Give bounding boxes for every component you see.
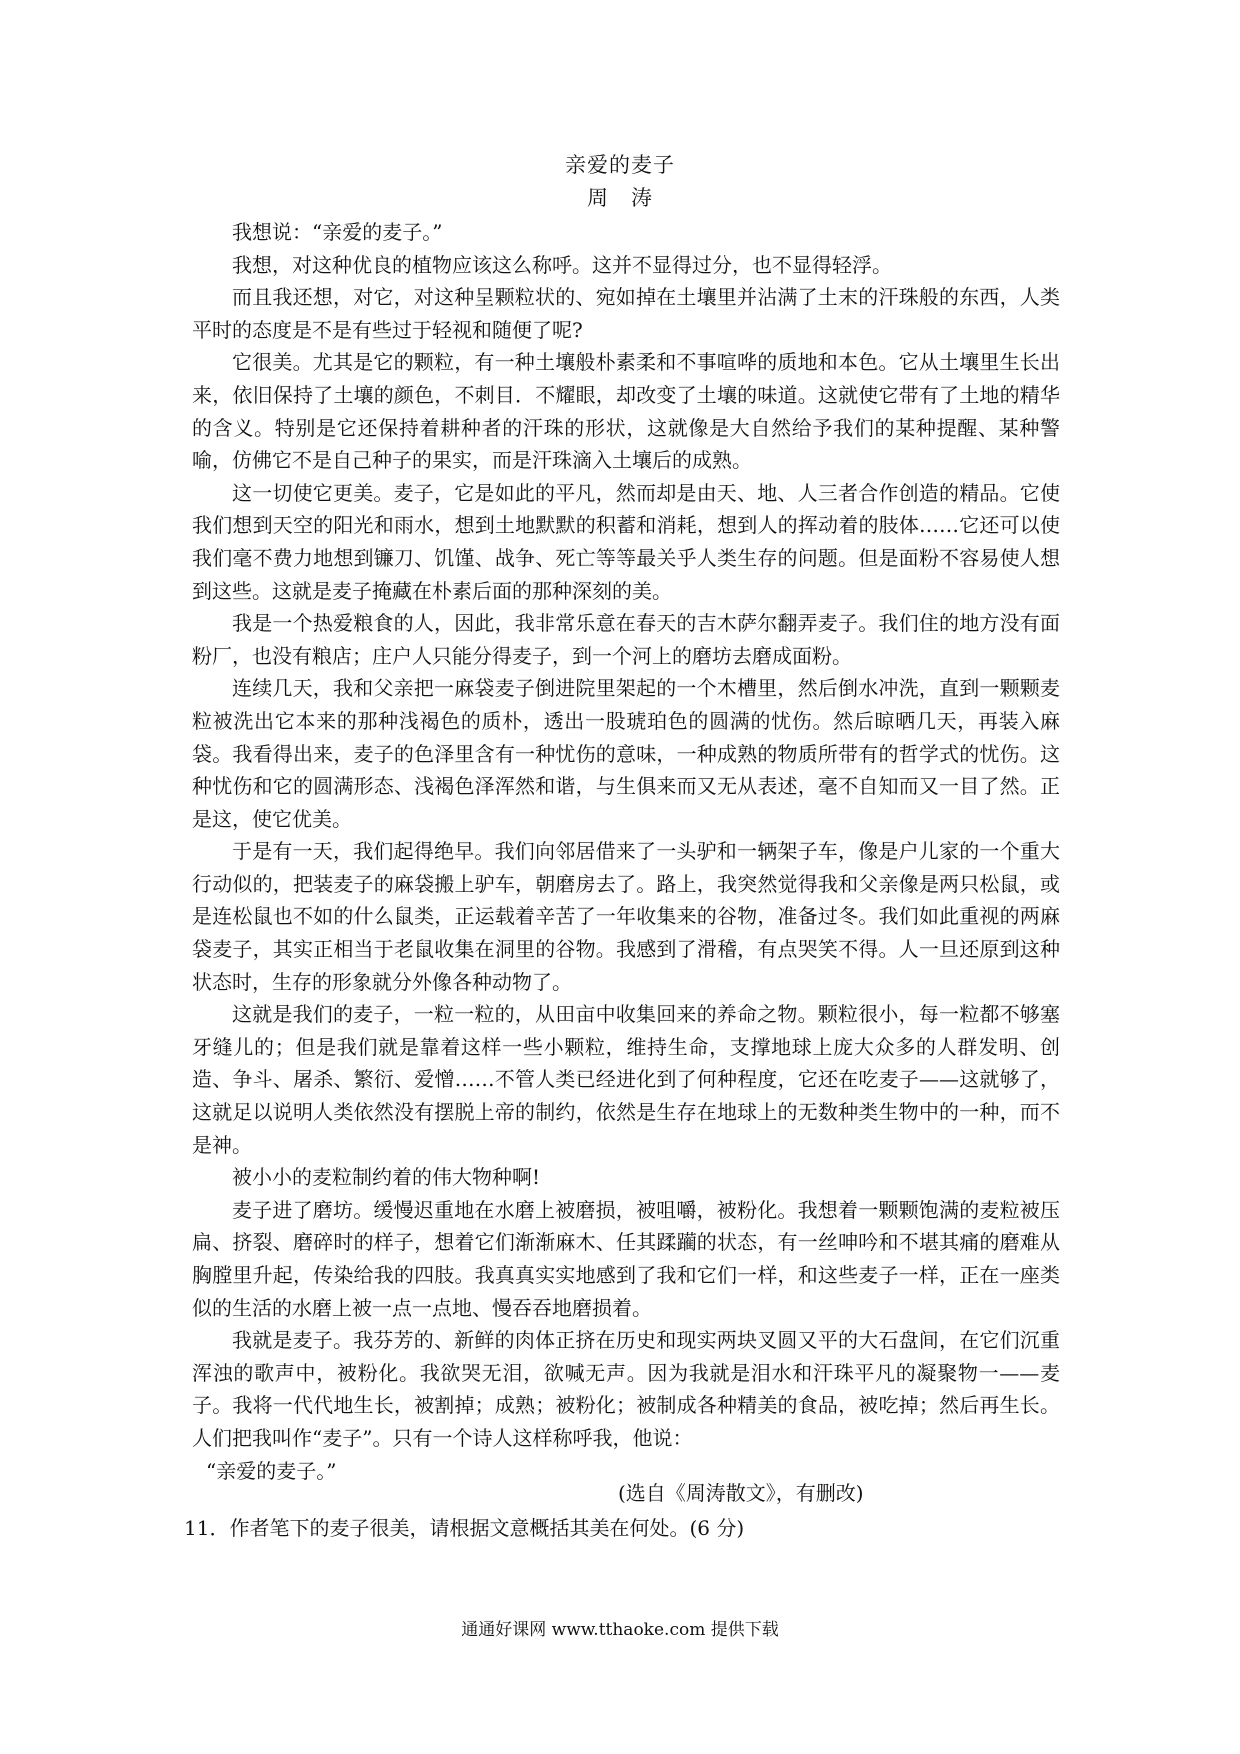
paragraph: 这一切使它更美。麦子，它是如此的平凡，然而却是由天、地、人三者合作创造的精品。它使我们想到天空的阳光和雨水，想到土地默默的积蓄和消耗，想到人的挥动着的肢体……它还可以使我们毫不费力地想到镰刀、饥馑、战争、死亡等等最关乎人类生存的问题。但是面粉不容易使人想到这些。这就是麦子掩藏在朴素后面的那种深刻的美。 xyxy=(192,480,1060,603)
paragraph: 这就是我们的麦子，一粒一粒的，从田亩中收集回来的养命之物。颗粒很小，每一粒都不够塞牙缝儿的；但是我们就是靠着这样一些小颗粒，维持生命，支撑地球上庞大众多的人群发明、创造、争斗、屠杀、繁衍、爱憎……不管人类已经进化到了何种程度，它还在吃麦子——这就够了，这就足以说明人类依然没有摆脱上帝的制约，依然是生存在地球上的无数种类生物中的一种，而不是神。 xyxy=(192,1002,1060,1157)
paragraph: 麦子进了磨坊。缓慢迟重地在水磨上被磨损，被咀嚼，被粉化。我想着一颗颗饱满的麦粒被压扁、挤裂、磨碎时的样子，想着它们渐渐麻木、任其蹂躏的状态，有一丝呻吟和不堪其痛的磨难从胸膛里升起，传染给我的四肢。我真真实实地感到了我和它们一样，和这些麦子一样，正在一座类似的生活的水磨上被一点一点地、慢吞吞地磨损着。 xyxy=(192,1197,1060,1320)
question-11: 11．作者笔下的麦子很美，请根据文意概括其美在何处。(6 分) xyxy=(184,1516,745,1540)
paragraph: 被小小的麦粒制约着的伟大物种啊! xyxy=(232,1165,541,1190)
article-body xyxy=(192,216,1060,1487)
paragraph: 于是有一天，我们起得绝早。我们向邻居借来了一头驴和一辆架子车，像是户儿家的一个重大行动似的，把装麦子的麻袋搬上驴车，朝磨房去了。路上，我突然觉得我和父亲像是两只松鼠，或是连松鼠也不如的什么鼠类，正运载着辛苦了一年收集来的谷物，准备过冬。我们如此重视的两麻袋麦子，其实正相当于老鼠收集在洞里的谷物。我感到了滑稽，有点哭笑不得。人一旦还原到这种状态时，生存的形象就分外像各种动物了。 xyxy=(192,839,1060,994)
closing-quote: “亲爱的麦子。” xyxy=(206,1458,337,1483)
paragraph: 我想说：“亲爱的麦子。” xyxy=(232,220,443,244)
paragraph: 它很美。尤其是它的颗粒，有一种土壤般朴素柔和不事喧哗的质地和本色。它从土壤里生长出来，依旧保持了土壤的颜色，不刺目．不耀眼，却改变了土壤的味道。这就使它带有了土地的精华的含义。特别是它还保持着耕种者的汗珠的形状，这就像是大自然给予我们的某种提醒、某种警喻，仿佛它不是自己种子的果实，而是汗珠滴入土壤后的成熟。 xyxy=(192,350,1060,473)
paragraph: 我就是麦子。我芬芳的、新鲜的肉体正挤在历史和现实两块叉圆又平的大石盘间，在它们沉重浑浊的歌声中，被粉化。我欲哭无泪，欲喊无声。因为我就是泪水和汗珠平凡的凝聚物一——麦子。我将一代代地生长，被割掉；成熟；被粉化；被制成各种精美的食品，被吃掉；然后再生长。人们把我叫作“麦子”。只有一个诗人这样称呼我，他说： xyxy=(192,1328,1060,1450)
paragraph: 而且我还想，对它，对这种呈颗粒状的、宛如掉在土壤里并沾满了土末的汗珠般的东西，人类平时的态度是不是有些过于轻视和随便了呢? xyxy=(192,285,1060,342)
paragraph: 我是一个热爱粮食的人，因此，我非常乐意在春天的吉木萨尔翻弄麦子。我们住的地方没有面粉厂，也没有粮店；庄户人只能分得麦子，到一个河上的磨坊去磨成面粉。 xyxy=(192,611,1060,668)
article-title: 亲爱的麦子 xyxy=(565,153,675,177)
article-author: 周 涛 xyxy=(587,186,653,210)
paragraph: 我想，对这种优良的植物应该这么称呼。这并不显得过分，也不显得轻浮。 xyxy=(232,252,892,277)
paragraph: 连续几天，我和父亲把一麻袋麦子倒进院里架起的一个木槽里，然后倒水冲洗，直到一颗颗麦粒被洗出它本来的那种浅褐色的质朴，透出一股琥珀色的圆满的忧伤。然后晾晒几天，再装入麻袋。我看得出来，麦子的色泽里含有一种忧伤的意味，一种成熟的物质所带有的哲学式的忧伤。这种忧伤和它的圆满形态、浅褐色泽浑然和谐，与生俱来而又无从表述，毫不自知而又一目了然。正是这，使它优美。 xyxy=(192,676,1060,831)
page-footer: 通通好课网 www.tthaoke.com 提供下载 xyxy=(461,1620,779,1640)
source-citation: (选自《周涛散文》，有删改) xyxy=(618,1481,864,1505)
